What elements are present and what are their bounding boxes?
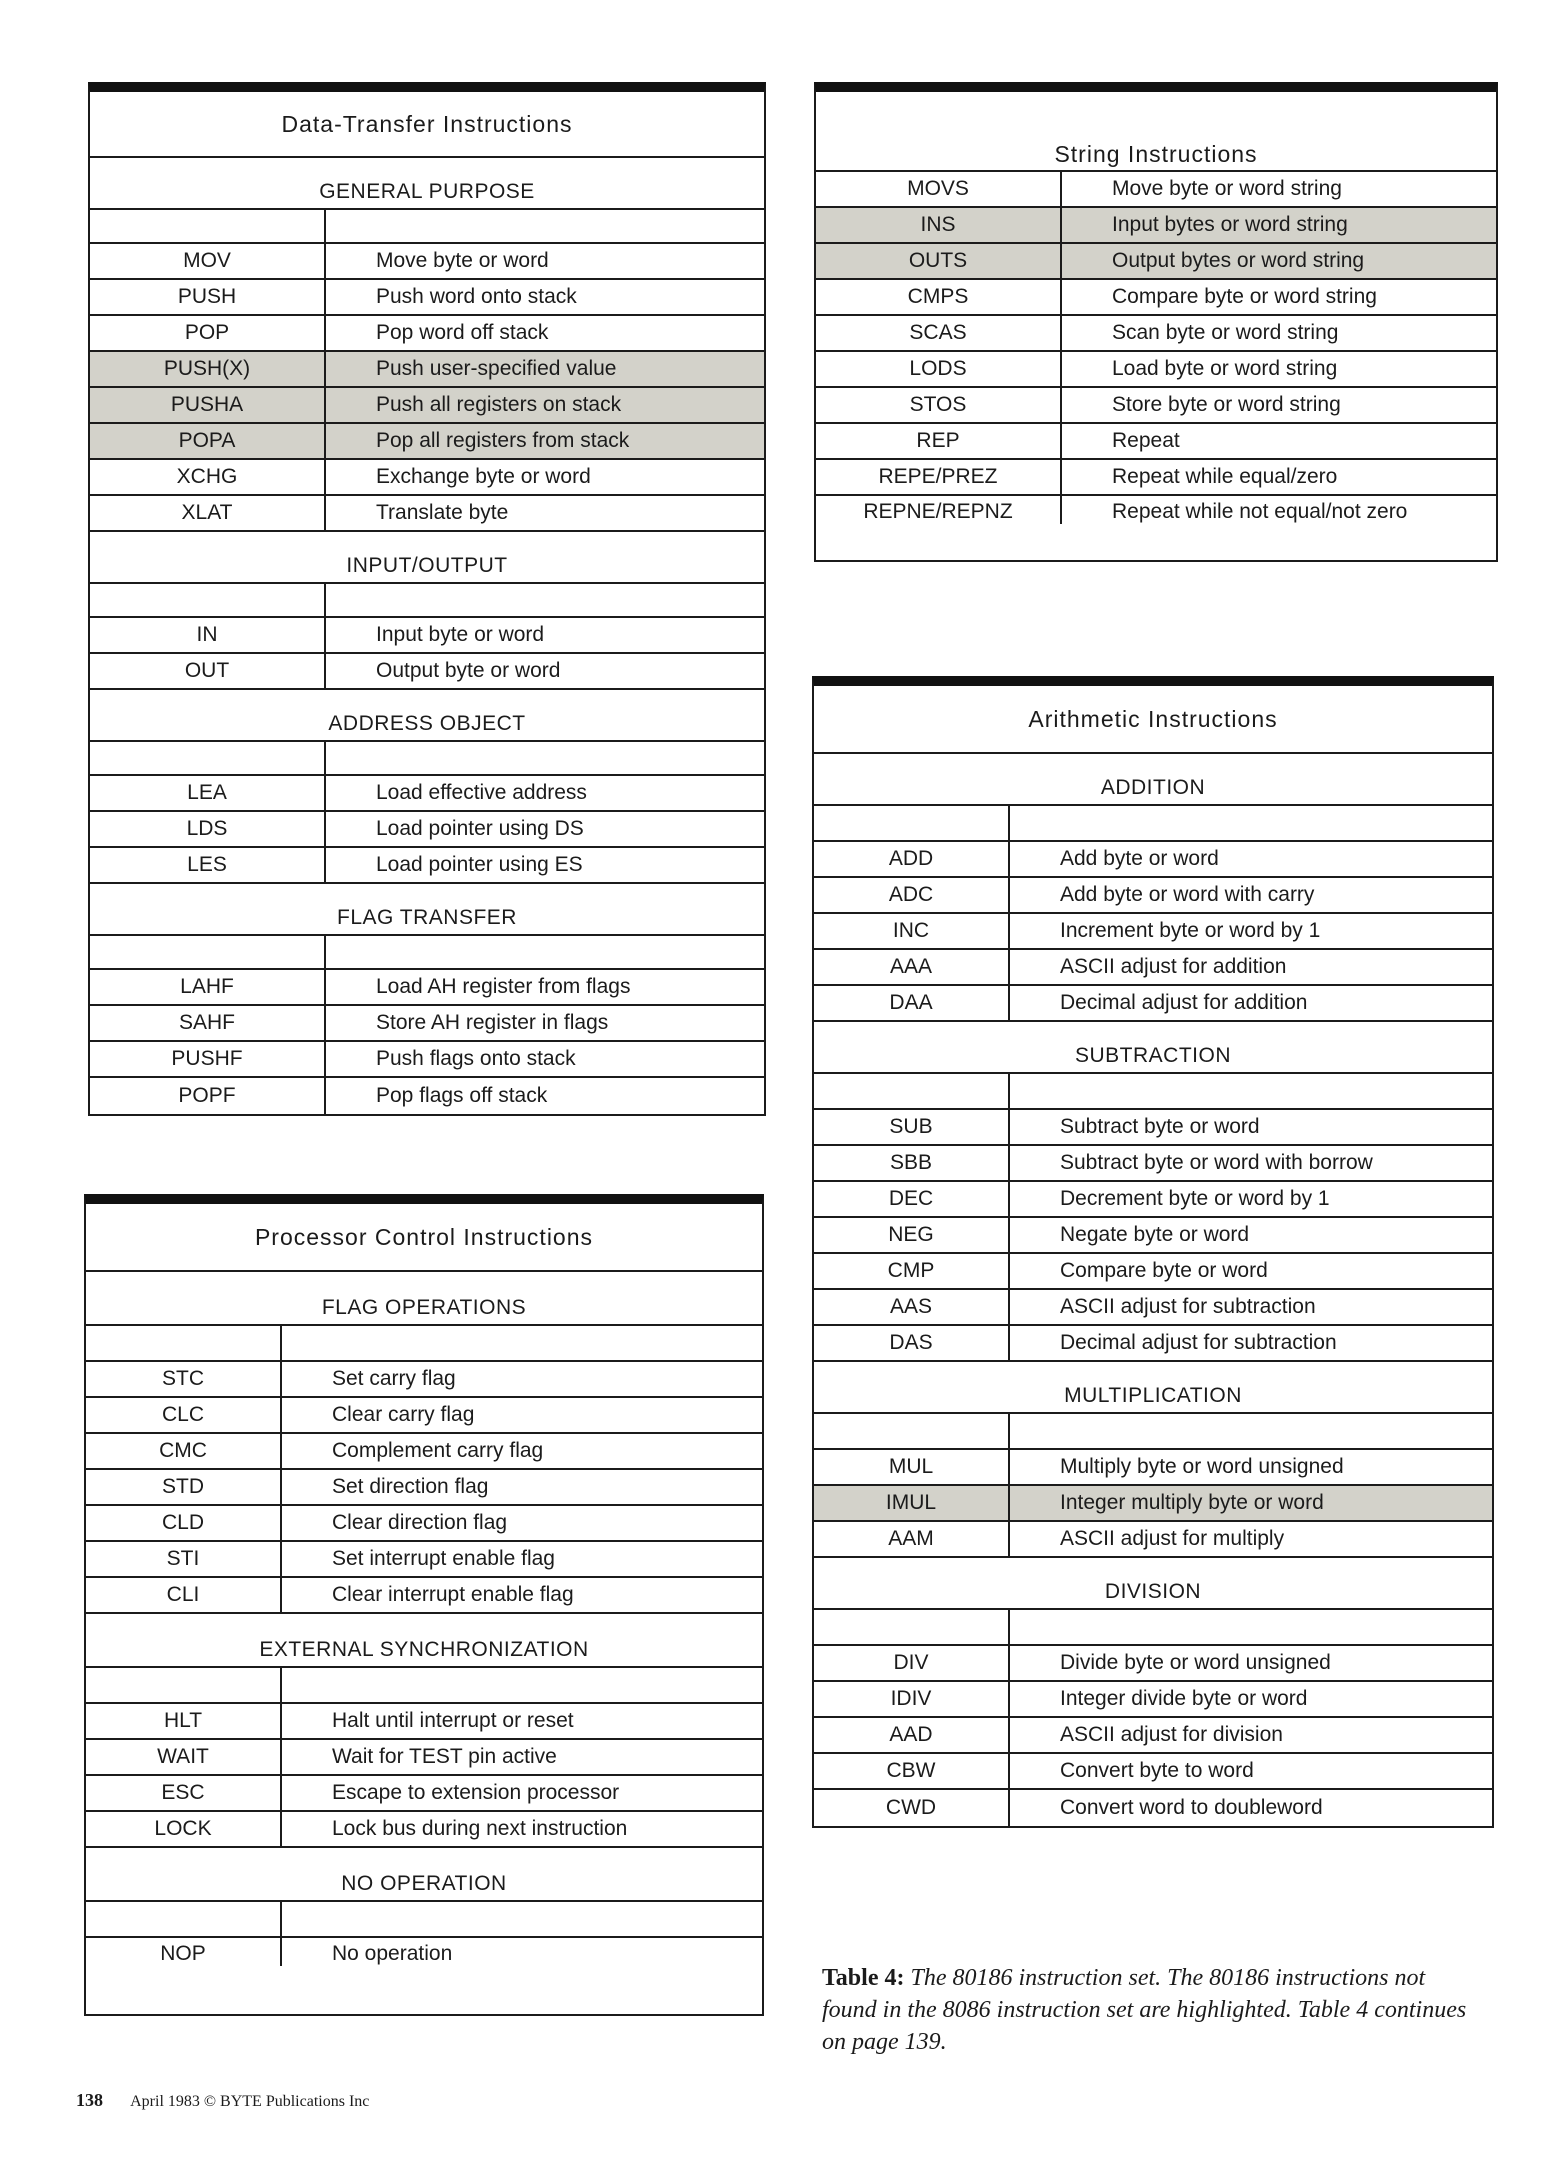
mnemonic-cell: POP <box>90 316 326 350</box>
mnemonic-cell: CLD <box>86 1506 282 1540</box>
instruction-row <box>814 1486 1492 1522</box>
spacer-cell <box>86 1902 282 1936</box>
spacer-cell <box>86 1326 282 1360</box>
instruction-row <box>90 244 764 280</box>
mnemonic-cell: MOV <box>90 244 326 278</box>
description-cell: Clear interrupt enable flag <box>332 1583 574 1606</box>
description-cell: ASCII adjust for addition <box>1060 955 1287 978</box>
description-cell: Push all registers on stack <box>376 393 622 416</box>
mnemonic-cell: REP <box>816 424 1062 458</box>
mnemonic-cell: HLT <box>86 1704 282 1738</box>
instruction-row <box>86 1362 762 1398</box>
spacer-row <box>86 1326 762 1362</box>
description-cell: Output byte or word <box>376 659 561 682</box>
mnemonic-cell: MOVS <box>816 172 1062 206</box>
mnemonic-cell: SBB <box>814 1146 1010 1180</box>
description-cell: Store byte or word string <box>1112 393 1341 416</box>
instruction-row <box>814 1290 1492 1326</box>
mnemonic-cell: INC <box>814 914 1010 948</box>
description-cell: Integer divide byte or word <box>1060 1687 1308 1710</box>
instruction-row <box>90 388 764 424</box>
mnemonic-cell: LES <box>90 848 326 882</box>
instruction-row <box>90 1006 764 1042</box>
caption-label: Table 4: <box>822 1965 905 1991</box>
instruction-row <box>86 1434 762 1470</box>
mnemonic-cell: CMC <box>86 1434 282 1468</box>
mnemonic-cell: IMUL <box>814 1486 1010 1520</box>
description-cell: Exchange byte or word <box>376 465 591 488</box>
mnemonic-cell: SAHF <box>90 1006 326 1040</box>
mnemonic-cell: XCHG <box>90 460 326 494</box>
description-cell: Push flags onto stack <box>376 1047 576 1070</box>
spacer-row <box>90 210 764 244</box>
mnemonic-cell: DEC <box>814 1182 1010 1216</box>
mnemonic-cell: CMPS <box>816 280 1062 314</box>
instruction-row <box>814 986 1492 1022</box>
instruction-row <box>814 1146 1492 1182</box>
string-instructions-table <box>814 82 1498 562</box>
section-heading: ADDRESS OBJECT <box>90 690 764 742</box>
instruction-row <box>90 316 764 352</box>
spacer-cell <box>814 1414 1010 1448</box>
description-cell: ASCII adjust for division <box>1060 1723 1283 1746</box>
description-cell: ASCII adjust for subtraction <box>1060 1295 1316 1318</box>
mnemonic-cell: CMP <box>814 1254 1010 1288</box>
instruction-row <box>814 1182 1492 1218</box>
instruction-row <box>814 950 1492 986</box>
description-cell: Divide byte or word unsigned <box>1060 1651 1331 1674</box>
instruction-row <box>86 1704 762 1740</box>
spacer-cell <box>90 742 326 774</box>
description-cell: Subtract byte or word <box>1060 1115 1260 1138</box>
description-cell: Clear carry flag <box>332 1403 475 1426</box>
instruction-row <box>90 848 764 884</box>
description-cell: Output bytes or word string <box>1112 249 1365 272</box>
mnemonic-cell: LAHF <box>90 970 326 1004</box>
instruction-row <box>90 1078 764 1114</box>
mnemonic-cell: STD <box>86 1470 282 1504</box>
instruction-row <box>90 1042 764 1078</box>
instruction-row <box>816 244 1496 280</box>
description-cell: Set direction flag <box>332 1475 489 1498</box>
mnemonic-cell: AAD <box>814 1718 1010 1752</box>
description-cell: Push user-specified value <box>376 357 617 380</box>
instruction-row <box>814 878 1492 914</box>
instruction-row <box>814 1450 1492 1486</box>
description-cell: Multiply byte or word unsigned <box>1060 1455 1344 1478</box>
description-cell: Increment byte or word by 1 <box>1060 919 1321 942</box>
mnemonic-cell: SCAS <box>816 316 1062 350</box>
mnemonic-cell: INS <box>816 208 1062 242</box>
description-cell: Load pointer using ES <box>376 853 583 876</box>
mnemonic-cell: CLC <box>86 1398 282 1432</box>
section-heading: NO OPERATION <box>86 1848 762 1902</box>
data-transfer-table <box>88 82 766 1116</box>
section-heading: MULTIPLICATION <box>814 1362 1492 1414</box>
mnemonic-cell: AAM <box>814 1522 1010 1556</box>
instruction-row <box>86 1470 762 1506</box>
description-cell: Convert byte to word <box>1060 1759 1254 1782</box>
description-cell: Decimal adjust for addition <box>1060 991 1308 1014</box>
instruction-row <box>90 812 764 848</box>
mnemonic-cell: IDIV <box>814 1682 1010 1716</box>
mnemonic-cell: PUSH <box>90 280 326 314</box>
instruction-row <box>90 618 764 654</box>
description-cell: Translate byte <box>376 501 509 524</box>
mnemonic-cell: DAS <box>814 1326 1010 1360</box>
description-cell: Wait for TEST pin active <box>332 1745 557 1768</box>
description-cell: Pop all registers from stack <box>376 429 630 452</box>
instruction-row <box>814 1254 1492 1290</box>
instruction-row <box>816 316 1496 352</box>
description-cell: Pop flags off stack <box>376 1084 548 1107</box>
mnemonic-cell: AAS <box>814 1290 1010 1324</box>
section-heading: EXTERNAL SYNCHRONIZATION <box>86 1614 762 1668</box>
instruction-row <box>814 1522 1492 1558</box>
instruction-row <box>90 352 764 388</box>
description-cell: Input bytes or word string <box>1112 213 1348 236</box>
instruction-row <box>814 1326 1492 1362</box>
description-cell: Add byte or word <box>1060 847 1219 870</box>
description-cell: Integer multiply byte or word <box>1060 1491 1324 1514</box>
spacer-cell <box>90 584 326 616</box>
page-footer <box>76 2090 369 2111</box>
spacer-row <box>90 936 764 970</box>
section-heading: FLAG OPERATIONS <box>86 1272 762 1326</box>
section-heading: SUBTRACTION <box>814 1022 1492 1074</box>
caption-text: The 80186 instruction set. The 80186 instructions not found in the 8086 instruction set are highlighted. Table 4 continues on page 139. <box>822 1965 1467 2055</box>
instruction-row <box>86 1398 762 1434</box>
mnemonic-cell: SUB <box>814 1110 1010 1144</box>
instruction-row <box>86 1542 762 1578</box>
description-cell: Repeat while equal/zero <box>1112 465 1338 488</box>
section-heading: INPUT/OUTPUT <box>90 532 764 584</box>
mnemonic-cell: OUT <box>90 654 326 688</box>
instruction-row <box>86 1812 762 1848</box>
description-cell: Halt until interrupt or reset <box>332 1709 574 1732</box>
mnemonic-cell: DIV <box>814 1646 1010 1680</box>
mnemonic-cell: CLI <box>86 1578 282 1612</box>
mnemonic-cell: XLAT <box>90 496 326 530</box>
mnemonic-cell: REPNE/REPNZ <box>816 496 1062 524</box>
description-cell: Move byte or word <box>376 249 549 272</box>
instruction-row <box>90 970 764 1006</box>
instruction-row <box>816 208 1496 244</box>
description-cell: Clear direction flag <box>332 1511 508 1534</box>
section-heading: DIVISION <box>814 1558 1492 1610</box>
mnemonic-cell: ESC <box>86 1776 282 1810</box>
mnemonic-cell: DAA <box>814 986 1010 1020</box>
instruction-row <box>816 388 1496 424</box>
description-cell: Load pointer using DS <box>376 817 584 840</box>
instruction-row <box>814 1790 1492 1826</box>
mnemonic-cell: POPF <box>90 1078 326 1114</box>
description-cell: Move byte or word string <box>1112 177 1342 200</box>
spacer-cell <box>90 210 326 242</box>
instruction-row <box>814 1718 1492 1754</box>
mnemonic-cell: ADD <box>814 842 1010 876</box>
mnemonic-cell: PUSHF <box>90 1042 326 1076</box>
page-number: 138 <box>76 2090 103 2110</box>
instruction-row <box>814 1110 1492 1146</box>
description-cell: Scan byte or word string <box>1112 321 1339 344</box>
spacer-cell <box>814 806 1010 840</box>
instruction-row <box>814 842 1492 878</box>
footer-text: April 1983 © BYTE Publications Inc <box>130 2093 370 2110</box>
spacer-row <box>814 1074 1492 1110</box>
mnemonic-cell: LDS <box>90 812 326 846</box>
instruction-row <box>816 280 1496 316</box>
mnemonic-cell: ADC <box>814 878 1010 912</box>
mnemonic-cell: LOCK <box>86 1812 282 1846</box>
section-heading: ADDITION <box>814 754 1492 806</box>
spacer-row <box>90 742 764 776</box>
mnemonic-cell: OUTS <box>816 244 1062 278</box>
spacer-row <box>814 806 1492 842</box>
spacer-cell <box>90 936 326 968</box>
description-cell: Input byte or word <box>376 623 545 646</box>
mnemonic-cell: NEG <box>814 1218 1010 1252</box>
description-cell: Repeat <box>1112 429 1180 452</box>
instruction-row <box>814 914 1492 950</box>
instruction-row <box>816 424 1496 460</box>
description-cell: Convert word to doubleword <box>1060 1796 1323 1819</box>
description-cell: Lock bus during next instruction <box>332 1817 628 1840</box>
mnemonic-cell: CBW <box>814 1754 1010 1788</box>
table-title: Data-Transfer Instructions <box>90 92 764 158</box>
description-cell: No operation <box>332 1942 453 1965</box>
arithmetic-instructions-table <box>812 676 1494 1828</box>
description-cell: Repeat while not equal/not zero <box>1112 500 1408 523</box>
spacer-row <box>90 584 764 618</box>
description-cell: Negate byte or word <box>1060 1223 1250 1246</box>
table-caption <box>822 1962 1482 2058</box>
description-cell: Complement carry flag <box>332 1439 544 1462</box>
instruction-row <box>90 424 764 460</box>
description-cell: Add byte or word with carry <box>1060 883 1315 906</box>
description-cell: ASCII adjust for multiply <box>1060 1527 1285 1550</box>
mnemonic-cell: IN <box>90 618 326 652</box>
spacer-cell <box>86 1668 282 1702</box>
instruction-row <box>816 172 1496 208</box>
processor-control-table <box>84 1194 764 2016</box>
description-cell: Compare byte or word <box>1060 1259 1268 1282</box>
instruction-row <box>814 1218 1492 1254</box>
instruction-row <box>814 1754 1492 1790</box>
instruction-row <box>86 1776 762 1812</box>
spacer-row <box>814 1610 1492 1646</box>
instruction-row <box>814 1682 1492 1718</box>
description-cell: Pop word off stack <box>376 321 549 344</box>
section-heading: GENERAL PURPOSE <box>90 158 764 210</box>
instruction-row <box>816 496 1496 560</box>
mnemonic-cell: STI <box>86 1542 282 1576</box>
instruction-row <box>90 496 764 532</box>
mnemonic-cell: MUL <box>814 1450 1010 1484</box>
mnemonic-cell: STOS <box>816 388 1062 422</box>
description-cell: Decrement byte or word by 1 <box>1060 1187 1330 1210</box>
description-cell: Push word onto stack <box>376 285 577 308</box>
instruction-row <box>816 352 1496 388</box>
mnemonic-cell: CWD <box>814 1790 1010 1826</box>
mnemonic-cell: POPA <box>90 424 326 458</box>
spacer-row <box>86 1668 762 1704</box>
instruction-row <box>90 280 764 316</box>
mnemonic-cell: REPE/PREZ <box>816 460 1062 494</box>
mnemonic-cell: STC <box>86 1362 282 1396</box>
description-cell: Load AH register from flags <box>376 975 631 998</box>
table-title: Arithmetic Instructions <box>814 686 1492 754</box>
description-cell: Set interrupt enable flag <box>332 1547 555 1570</box>
table-title: Processor Control Instructions <box>86 1204 762 1272</box>
description-cell: Escape to extension processor <box>332 1781 620 1804</box>
instruction-row <box>86 1506 762 1542</box>
spacer-row <box>814 1414 1492 1450</box>
description-cell: Load byte or word string <box>1112 357 1338 380</box>
description-cell: Set carry flag <box>332 1367 456 1390</box>
instruction-row <box>90 654 764 690</box>
instruction-row <box>86 1938 762 2014</box>
instruction-row <box>816 460 1496 496</box>
mnemonic-cell: NOP <box>86 1938 282 1966</box>
description-cell: Store AH register in flags <box>376 1011 609 1034</box>
section-heading: FLAG TRANSFER <box>90 884 764 936</box>
mnemonic-cell: AAA <box>814 950 1010 984</box>
instruction-row <box>86 1740 762 1776</box>
instruction-row <box>90 460 764 496</box>
mnemonic-cell: WAIT <box>86 1740 282 1774</box>
instruction-row <box>90 776 764 812</box>
spacer-row <box>86 1902 762 1938</box>
mnemonic-cell: PUSHA <box>90 388 326 422</box>
description-cell: Load effective address <box>376 781 587 804</box>
instruction-row <box>814 1646 1492 1682</box>
instruction-row <box>86 1578 762 1614</box>
table-title: String Instructions <box>816 92 1496 172</box>
mnemonic-cell: LEA <box>90 776 326 810</box>
description-cell: Compare byte or word string <box>1112 285 1377 308</box>
mnemonic-cell: LODS <box>816 352 1062 386</box>
mnemonic-cell: PUSH(X) <box>90 352 326 386</box>
spacer-cell <box>814 1074 1010 1108</box>
description-cell: Subtract byte or word with borrow <box>1060 1151 1373 1174</box>
description-cell: Decimal adjust for subtraction <box>1060 1331 1337 1354</box>
spacer-cell <box>814 1610 1010 1644</box>
